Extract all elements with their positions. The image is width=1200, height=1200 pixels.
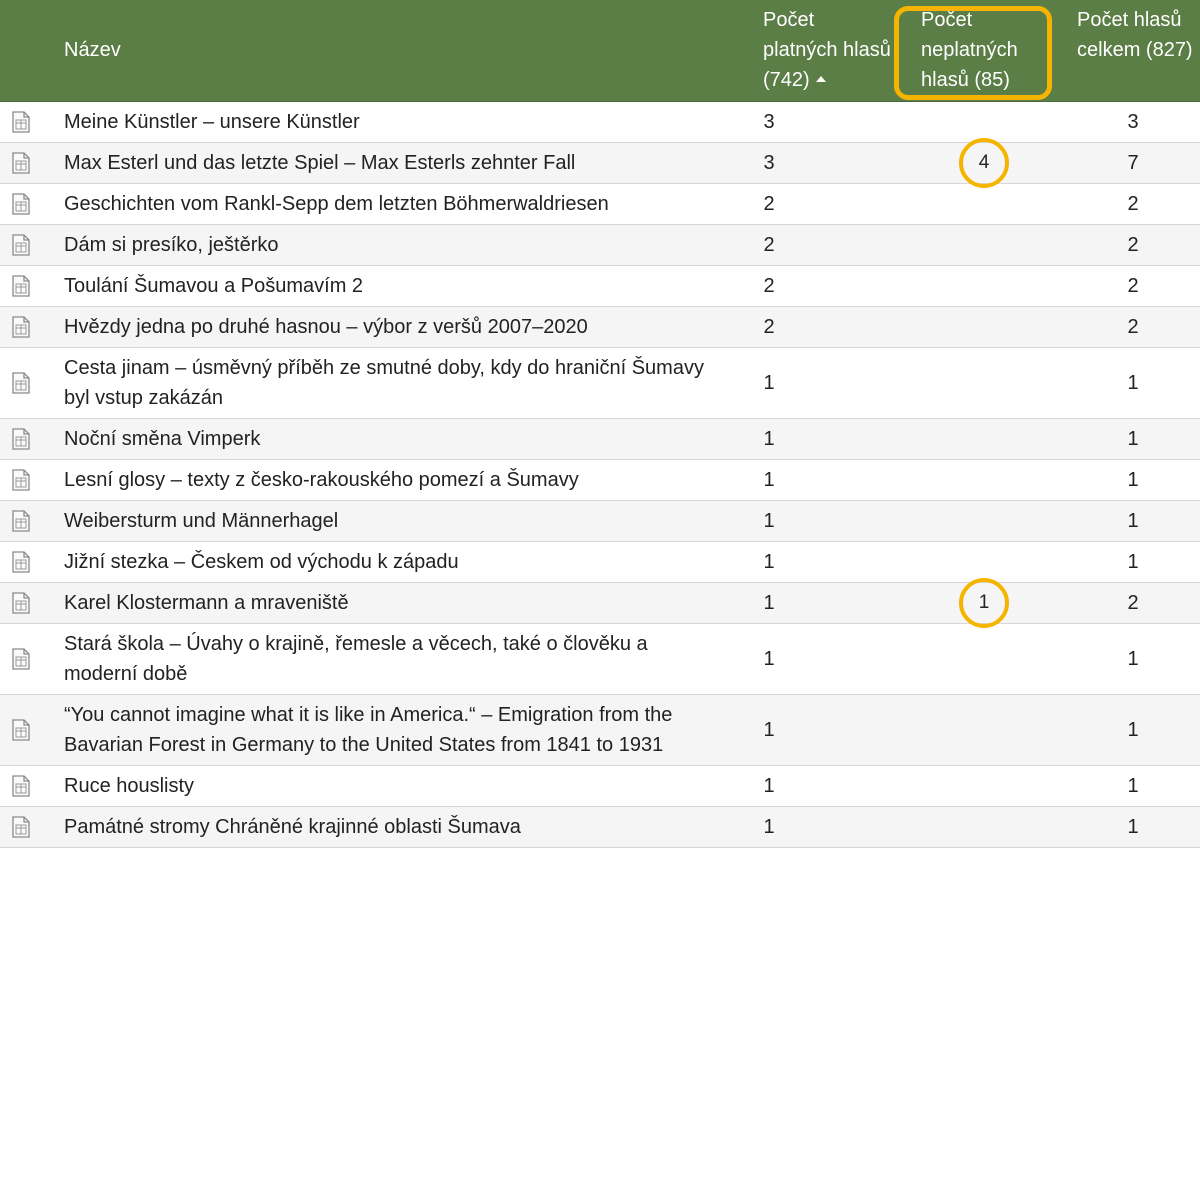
table-row[interactable] [0,225,1200,266]
total-votes-cell: 1 [1127,551,1139,573]
document-icon [11,372,31,394]
row-title[interactable]: Cesta jinam – úsměvný příběh ze smutné doby, kdy do hraniční Šumavy byl vstup zakázán [64,357,704,409]
row-title[interactable]: Jižní stezka – Českem od východu k západu [64,551,459,573]
document-icon [11,469,31,491]
valid-votes-cell: 2 [763,316,775,338]
row-title[interactable]: Dám si presíko, ještěrko [64,234,279,256]
table-row[interactable] [0,102,1200,143]
row-title[interactable]: Geschichten vom Rankl-Sepp dem letzten Böhmerwaldriesen [64,193,609,215]
column-header-valid-votes[interactable] [763,5,893,95]
document-icon [11,111,31,133]
row-title[interactable]: Hvězdy jedna po druhé hasnou – výbor z veršů 2007–2020 [64,316,588,338]
row-title[interactable]: Noční směna Vimperk [64,428,261,450]
table-row[interactable] [0,307,1200,348]
row-title[interactable]: Stará škola – Úvahy o krajině, řemesle a věcech, také o člověku a moderní době [64,633,648,685]
total-votes-cell: 7 [1127,152,1139,174]
invalid-votes-cell-highlighted: 4 [959,138,1009,188]
total-votes-cell: 1 [1127,428,1139,450]
total-votes-cell: 1 [1127,469,1139,491]
invalid-votes-cell [959,358,1009,408]
valid-votes-cell: 1 [763,551,775,573]
valid-votes-cell: 1 [763,469,775,491]
invalid-votes-cell-highlighted: 1 [959,578,1009,628]
document-icon [11,152,31,174]
total-votes-cell: 1 [1127,510,1139,532]
valid-votes-cell: 2 [763,234,775,256]
document-icon [11,592,31,614]
document-icon [11,234,31,256]
valid-votes-cell: 1 [763,648,775,670]
invalid-votes-cell [959,302,1009,352]
valid-votes-cell: 1 [763,719,775,741]
total-votes-cell: 1 [1127,816,1139,838]
highlight-box [894,6,1052,100]
table-row[interactable] [0,460,1200,501]
table-row[interactable] [0,501,1200,542]
table-row[interactable] [0,542,1200,583]
column-header-valid-label: Počet platných hlasů (742) [763,9,891,91]
invalid-votes-cell [959,802,1009,852]
table-row[interactable] [0,807,1200,848]
row-title[interactable]: Památné stromy Chráněné krajinné oblasti Šumava [64,816,521,838]
table-row[interactable] [0,695,1200,766]
valid-votes-cell: 3 [763,111,775,133]
row-title[interactable]: Lesní glosy – texty z česko-rakouského pomezí a Šumavy [64,469,579,491]
table-row[interactable] [0,766,1200,807]
total-votes-cell: 1 [1127,719,1139,741]
invalid-votes-cell [959,634,1009,684]
document-icon [11,316,31,338]
document-icon [11,551,31,573]
invalid-votes-cell [959,705,1009,755]
row-title[interactable]: Toulání Šumavou a Pošumavím 2 [64,275,364,297]
valid-votes-cell: 2 [763,193,775,215]
valid-votes-cell: 1 [763,775,775,797]
document-icon [11,648,31,670]
column-header-invalid-votes[interactable]: Počet neplatných hlasů (85) [921,9,1018,91]
table-row[interactable] [0,184,1200,225]
row-title[interactable]: Max Esterl und das letzte Spiel – Max Esterls zehnter Fall [64,152,576,174]
valid-votes-cell: 1 [763,428,775,450]
table-row[interactable] [0,624,1200,695]
valid-votes-cell: 2 [763,275,775,297]
total-votes-cell: 3 [1127,111,1139,133]
total-votes-cell: 2 [1127,592,1139,614]
valid-votes-cell: 3 [763,152,775,174]
total-votes-cell: 2 [1127,316,1139,338]
column-header-name[interactable]: Název [64,39,121,61]
table-row[interactable] [0,143,1200,184]
valid-votes-cell: 1 [763,510,775,532]
valid-votes-cell: 1 [763,816,775,838]
table-row[interactable] [0,583,1200,624]
document-icon [11,275,31,297]
valid-votes-cell: 1 [763,592,775,614]
total-votes-cell: 2 [1127,193,1139,215]
document-icon [11,719,31,741]
row-title[interactable]: “You cannot imagine what it is like in America.“ – Emigration from the Bavarian Forest in Germany to the United States from 1841 to 1931 [64,704,673,756]
total-votes-cell: 1 [1127,648,1139,670]
sort-ascending-icon [816,76,826,82]
row-title[interactable]: Weibersturm und Männerhagel [64,510,339,532]
table-header [0,0,1200,102]
table-body [0,102,1200,848]
row-title[interactable]: Meine Künstler – unsere Künstler [64,111,360,133]
document-icon [11,428,31,450]
row-title[interactable]: Ruce houslisty [64,775,195,797]
total-votes-cell: 1 [1127,775,1139,797]
total-votes-cell: 2 [1127,234,1139,256]
document-icon [11,816,31,838]
valid-votes-cell: 1 [763,372,775,394]
table-row[interactable] [0,348,1200,419]
table-row[interactable] [0,266,1200,307]
total-votes-cell: 2 [1127,275,1139,297]
table-row[interactable] [0,419,1200,460]
row-title[interactable]: Karel Klostermann a mraveniště [64,592,349,614]
document-icon [11,193,31,215]
document-icon [11,775,31,797]
column-header-total-votes[interactable]: Počet hlasů celkem (827) [1077,9,1193,61]
total-votes-cell: 1 [1127,372,1139,394]
document-icon [11,510,31,532]
